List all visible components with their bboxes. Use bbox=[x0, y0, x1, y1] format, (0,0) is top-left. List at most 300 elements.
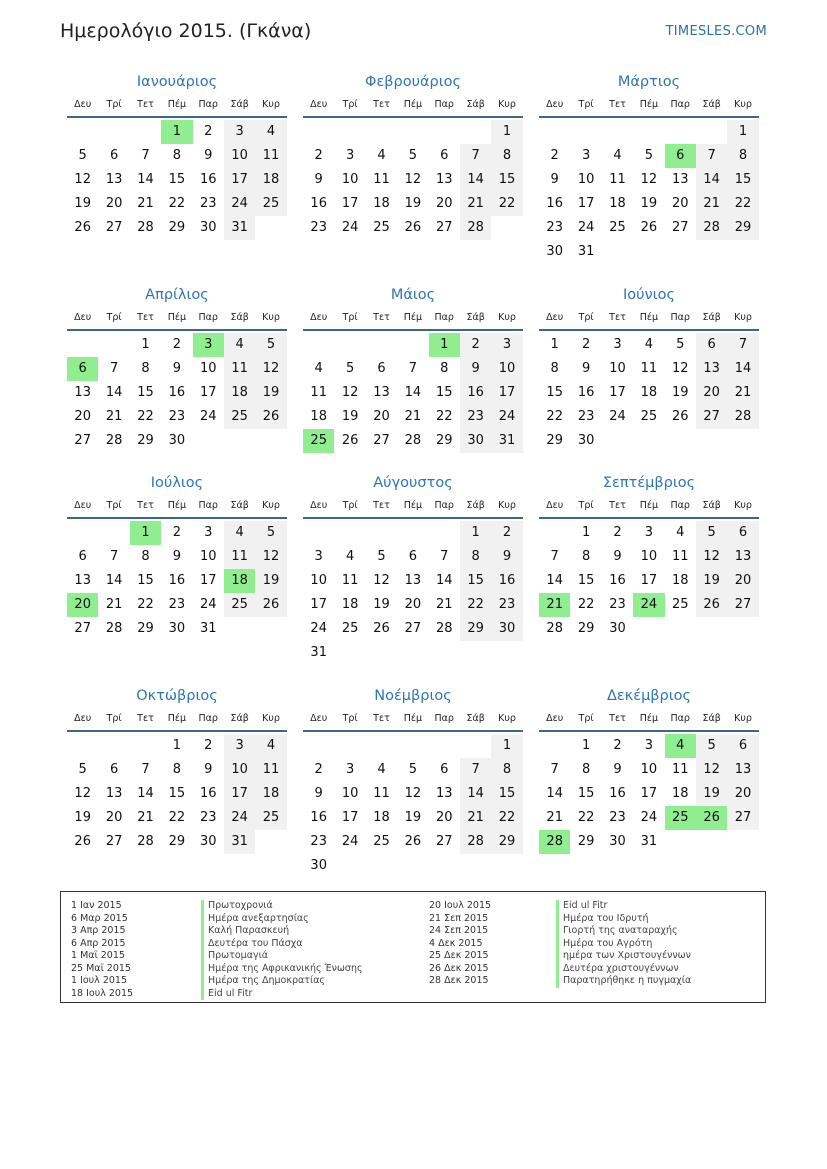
day-cell: 31 bbox=[224, 830, 255, 854]
day-cell: 19 bbox=[255, 381, 286, 405]
weekday-label: Σάβ bbox=[702, 99, 721, 110]
day-cell: 29 bbox=[168, 834, 186, 849]
day-cell: 16 bbox=[546, 196, 563, 211]
day-cell: 7 bbox=[109, 549, 119, 564]
weekday-label: Τρί bbox=[106, 312, 122, 323]
day-cell: 15 bbox=[435, 385, 453, 400]
legend-holiday-name: Δευτέρα χριστουγέννων bbox=[556, 963, 691, 976]
weekday-label: Τετ bbox=[373, 99, 390, 110]
weekday-label: Δευ bbox=[546, 713, 564, 724]
day-cell: 30 bbox=[609, 834, 626, 849]
weekday-header bbox=[67, 495, 287, 519]
weekday-header bbox=[539, 94, 759, 118]
day-cell: 30 bbox=[199, 220, 217, 235]
empty-cell bbox=[696, 120, 727, 144]
day-cell: 4 bbox=[377, 762, 386, 777]
day-cell: 10 bbox=[224, 144, 255, 168]
day-cell: 19 bbox=[373, 597, 390, 612]
day-cell: 24 bbox=[224, 192, 255, 216]
day-cell: 4 bbox=[224, 333, 255, 357]
day-cell: 25 bbox=[373, 834, 390, 849]
legend-holiday-name: Ημέρα του Αγρότη bbox=[556, 938, 691, 951]
day-cell: 15 bbox=[168, 786, 186, 801]
day-cell: 12 bbox=[74, 786, 91, 801]
day-cell: 16 bbox=[310, 196, 327, 211]
day-cell: 8 bbox=[491, 144, 522, 168]
day-cell: 2 bbox=[314, 148, 323, 163]
empty-cell bbox=[67, 521, 98, 545]
day-cell: 21 bbox=[137, 196, 154, 211]
day-cell: 14 bbox=[546, 573, 563, 588]
legend-date: 20 Ιουλ 2015 bbox=[429, 900, 492, 911]
day-cell: 8 bbox=[581, 549, 591, 564]
day-cell: 4 bbox=[224, 521, 255, 545]
day-cell: 1 bbox=[491, 734, 522, 758]
day-cell: 3 bbox=[314, 549, 323, 564]
empty-cell bbox=[460, 734, 491, 758]
day-cell: 4 bbox=[676, 525, 685, 540]
legend-holiday-name: Ημέρα ανεξαρτησίας bbox=[201, 913, 363, 926]
day-cell: 18 bbox=[671, 786, 689, 801]
weekday-label: Σάβ bbox=[702, 713, 721, 724]
day-cell: 30 bbox=[546, 244, 563, 259]
day-cell: 25 bbox=[224, 405, 255, 429]
day-cell: 21 bbox=[105, 409, 123, 424]
day-cell: 18 bbox=[255, 168, 286, 192]
day-cell: 16 bbox=[199, 172, 217, 187]
day-cell: 20 bbox=[74, 409, 91, 424]
day-cell: 2 bbox=[172, 337, 181, 352]
day-cell: 3 bbox=[345, 148, 355, 163]
day-cell: 8 bbox=[581, 762, 591, 777]
weekday-label: Πέμ bbox=[403, 500, 423, 511]
day-cell: 10 bbox=[491, 357, 522, 381]
brand-link[interactable]: TIMESLES.COM bbox=[665, 24, 767, 39]
day-cell: 14 bbox=[137, 786, 154, 801]
day-cell: 26 bbox=[671, 409, 689, 424]
legend-names-col-1 bbox=[201, 900, 363, 1000]
weekday-label: Κυρ bbox=[262, 500, 280, 511]
empty-cell bbox=[334, 120, 365, 144]
weekday-label: Πέμ bbox=[167, 99, 187, 110]
day-cell: 22 bbox=[491, 806, 522, 830]
weekday-label: Πέμ bbox=[167, 713, 187, 724]
day-cell: 12 bbox=[696, 758, 727, 782]
day-cell: 24 bbox=[577, 220, 595, 235]
day-cell: 23 bbox=[577, 409, 595, 424]
day-cell: 1 bbox=[141, 337, 150, 352]
day-cell: 5 bbox=[408, 148, 417, 163]
day-cell: 27 bbox=[74, 621, 91, 636]
legend-holiday-name: Πρωτοχρονιά bbox=[201, 900, 363, 913]
weekday-label: Πέμ bbox=[639, 500, 659, 511]
day-cell: 23 bbox=[199, 810, 217, 825]
weekday-label: Σάβ bbox=[230, 312, 249, 323]
day-cell: 13 bbox=[435, 786, 453, 801]
day-cell: 6 bbox=[377, 361, 386, 376]
day-cell: 20 bbox=[435, 196, 453, 211]
day-cell: 7 bbox=[460, 758, 491, 782]
day-cell: 2 bbox=[460, 333, 491, 357]
month-name: Ιανουάριος bbox=[136, 74, 218, 90]
day-cell: 22 bbox=[577, 597, 595, 612]
legend-date: 25 Μαϊ 2015 bbox=[71, 962, 131, 974]
day-cell: 31 bbox=[224, 216, 255, 240]
day-cell: 30 bbox=[460, 429, 491, 453]
day-cell: 19 bbox=[404, 810, 422, 825]
day-cell: 16 bbox=[491, 569, 522, 593]
day-cell: 1 bbox=[550, 337, 559, 352]
day-cell: 19 bbox=[404, 196, 422, 211]
legend-holiday-name: ημέρα των Χριστουγέννων bbox=[556, 950, 691, 963]
day-cell: 9 bbox=[314, 786, 323, 801]
day-cell: 2 bbox=[204, 124, 213, 139]
weekday-label: Τρί bbox=[578, 99, 594, 110]
day-cell: 1 bbox=[727, 120, 758, 144]
day-cell: 25 bbox=[609, 220, 626, 235]
day-cell: 5 bbox=[255, 521, 286, 545]
weekday-label: Τρί bbox=[578, 312, 594, 323]
day-cell: 22 bbox=[168, 810, 186, 825]
day-cell: 4 bbox=[314, 361, 323, 376]
day-cell: 7 bbox=[408, 361, 417, 376]
empty-cell bbox=[429, 734, 460, 758]
day-grid bbox=[539, 521, 759, 641]
month-block bbox=[67, 70, 287, 240]
day-cell: 11 bbox=[640, 361, 658, 376]
day-cell: 22 bbox=[727, 192, 758, 216]
day-cell: 4 bbox=[345, 549, 355, 564]
day-cell: 28 bbox=[460, 830, 491, 854]
day-cell: 9 bbox=[172, 361, 181, 376]
day-cell: 6 bbox=[440, 762, 449, 777]
day-cell: 12 bbox=[404, 172, 422, 187]
month-block bbox=[303, 471, 523, 665]
month-block bbox=[67, 684, 287, 854]
day-cell: 27 bbox=[696, 405, 727, 429]
day-cell: 9 bbox=[460, 357, 491, 381]
empty-cell bbox=[539, 120, 570, 144]
day-cell: 5 bbox=[676, 337, 685, 352]
day-cell: 12 bbox=[255, 357, 286, 381]
day-cell: 3 bbox=[644, 738, 653, 753]
month-block bbox=[303, 684, 523, 878]
day-cell: 23 bbox=[310, 220, 327, 235]
day-cell: 23 bbox=[168, 597, 186, 612]
weekday-header bbox=[67, 708, 287, 732]
day-cell: 3 bbox=[644, 525, 653, 540]
day-cell: 18 bbox=[373, 196, 390, 211]
month-name: Οκτώβριος bbox=[136, 688, 218, 704]
day-cell: 12 bbox=[255, 545, 286, 569]
weekday-label: Τρί bbox=[578, 500, 594, 511]
day-cell: 18 bbox=[255, 782, 286, 806]
day-cell: 30 bbox=[577, 433, 595, 448]
weekday-label: Παρ bbox=[198, 312, 218, 323]
empty-cell bbox=[334, 521, 365, 545]
day-cell: 8 bbox=[141, 361, 150, 376]
day-cell: 16 bbox=[168, 385, 186, 400]
day-cell: 29 bbox=[577, 834, 595, 849]
day-cell: 27 bbox=[373, 433, 390, 448]
weekday-label: Τρί bbox=[342, 713, 358, 724]
empty-cell bbox=[429, 120, 460, 144]
day-cell: 11 bbox=[373, 172, 390, 187]
day-cell: 19 bbox=[74, 810, 91, 825]
day-cell: 17 bbox=[640, 786, 658, 801]
day-cell: 28 bbox=[696, 216, 727, 240]
day-cell: 23 bbox=[609, 597, 626, 612]
day-cell: 20 bbox=[105, 196, 123, 211]
day-cell: 23 bbox=[460, 405, 491, 429]
day-cell: 13 bbox=[696, 357, 727, 381]
day-cell: 13 bbox=[105, 172, 123, 187]
day-cell: 28 bbox=[137, 834, 154, 849]
weekday-header bbox=[303, 708, 523, 732]
day-cell: 10 bbox=[310, 573, 327, 588]
empty-cell bbox=[303, 120, 334, 144]
day-cell: 3 bbox=[491, 333, 522, 357]
day-cell: 10 bbox=[577, 172, 595, 187]
legend-holiday-name: Ημέρα της Αφρικανικής Ένωσης bbox=[201, 963, 363, 976]
weekday-header bbox=[303, 307, 523, 331]
empty-cell bbox=[539, 521, 570, 545]
day-cell: 26 bbox=[255, 405, 286, 429]
day-cell: 28 bbox=[435, 621, 453, 636]
day-grid bbox=[303, 521, 523, 665]
legend-holiday-name: Eid ul Fitr bbox=[556, 900, 691, 913]
day-cell: 29 bbox=[460, 617, 491, 641]
weekday-label: Κυρ bbox=[498, 500, 516, 511]
day-cell: 19 bbox=[74, 196, 91, 211]
month-name: Φεβρουάριος bbox=[364, 74, 462, 90]
weekday-label: Τετ bbox=[373, 500, 390, 511]
weekday-label: Τρί bbox=[106, 99, 122, 110]
day-cell: 6 bbox=[696, 333, 727, 357]
legend-holiday-name: Καλή Παρασκευή bbox=[201, 925, 363, 938]
day-cell: 8 bbox=[491, 758, 522, 782]
holiday-day-cell: 28 bbox=[539, 830, 570, 854]
weekday-label: Τρί bbox=[106, 500, 122, 511]
legend-holiday-name: Πρωτομαγιά bbox=[201, 950, 363, 963]
month-name: Απρίλιος bbox=[145, 287, 209, 303]
day-cell: 14 bbox=[404, 385, 422, 400]
day-cell: 13 bbox=[435, 172, 453, 187]
weekday-label: Παρ bbox=[434, 713, 454, 724]
day-cell: 11 bbox=[224, 357, 255, 381]
empty-cell bbox=[98, 120, 129, 144]
weekday-label: Κυρ bbox=[262, 312, 280, 323]
day-cell: 17 bbox=[341, 196, 359, 211]
holiday-day-cell: 4 bbox=[665, 734, 696, 758]
empty-cell bbox=[397, 333, 428, 357]
day-cell: 4 bbox=[255, 734, 286, 758]
holiday-day-cell: 1 bbox=[429, 333, 460, 357]
day-cell: 12 bbox=[373, 573, 390, 588]
day-cell: 17 bbox=[577, 196, 595, 211]
weekday-label: Πέμ bbox=[403, 713, 423, 724]
weekday-label: Παρ bbox=[670, 312, 690, 323]
day-cell: 13 bbox=[404, 573, 422, 588]
weekday-label: Σάβ bbox=[466, 713, 485, 724]
day-cell: 9 bbox=[314, 172, 323, 187]
day-cell: 7 bbox=[440, 549, 449, 564]
legend-date: 4 Δεκ 2015 bbox=[429, 937, 483, 949]
day-cell: 8 bbox=[440, 361, 449, 376]
empty-cell bbox=[366, 521, 397, 545]
empty-cell bbox=[665, 120, 696, 144]
day-cell: 16 bbox=[310, 810, 327, 825]
legend-date: 1 Μαϊ 2015 bbox=[71, 950, 125, 961]
day-cell: 9 bbox=[172, 549, 181, 564]
weekday-label: Σάβ bbox=[702, 500, 721, 511]
day-cell: 20 bbox=[727, 569, 758, 593]
weekday-label: Παρ bbox=[434, 99, 454, 110]
day-cell: 7 bbox=[550, 549, 559, 564]
weekday-label: Τρί bbox=[342, 312, 358, 323]
weekday-label: Παρ bbox=[198, 500, 218, 511]
empty-cell bbox=[67, 120, 98, 144]
day-cell: 9 bbox=[204, 148, 213, 163]
day-cell: 22 bbox=[491, 192, 522, 216]
weekday-label: Δευ bbox=[74, 99, 92, 110]
day-cell: 3 bbox=[613, 337, 622, 352]
day-cell: 25 bbox=[640, 409, 658, 424]
legend-holiday-name: Παρατηρήθηκε η πυγμαχία bbox=[556, 975, 691, 988]
holiday-day-cell: 24 bbox=[633, 593, 664, 617]
day-cell: 25 bbox=[255, 192, 286, 216]
day-cell: 11 bbox=[671, 762, 689, 777]
day-cell: 27 bbox=[435, 220, 453, 235]
empty-cell bbox=[303, 333, 334, 357]
day-cell: 16 bbox=[460, 381, 491, 405]
day-cell: 6 bbox=[109, 148, 119, 163]
day-cell: 3 bbox=[224, 734, 255, 758]
day-cell: 29 bbox=[577, 621, 595, 636]
weekday-header bbox=[539, 708, 759, 732]
day-cell: 5 bbox=[696, 521, 727, 545]
day-cell: 30 bbox=[199, 834, 217, 849]
empty-cell bbox=[67, 333, 98, 357]
day-cell: 26 bbox=[255, 593, 286, 617]
day-cell: 7 bbox=[141, 148, 150, 163]
legend-names-col-2 bbox=[556, 900, 691, 988]
day-cell: 12 bbox=[341, 385, 359, 400]
legend-date: 21 Σεπ 2015 bbox=[429, 912, 489, 924]
day-cell: 29 bbox=[546, 433, 563, 448]
day-cell: 28 bbox=[105, 433, 123, 448]
day-cell: 2 bbox=[204, 738, 213, 753]
day-cell: 7 bbox=[109, 361, 119, 376]
day-cell: 5 bbox=[78, 762, 87, 777]
day-cell: 26 bbox=[640, 220, 658, 235]
day-cell: 15 bbox=[137, 573, 154, 588]
weekday-label: Δευ bbox=[74, 312, 92, 323]
day-cell: 17 bbox=[609, 385, 626, 400]
weekday-label: Κυρ bbox=[262, 713, 280, 724]
day-grid bbox=[303, 120, 523, 240]
day-cell: 10 bbox=[341, 786, 359, 801]
day-cell: 24 bbox=[224, 806, 255, 830]
legend-date: 25 Δεκ 2015 bbox=[429, 950, 489, 961]
day-cell: 16 bbox=[609, 573, 626, 588]
legend-holiday-name: Δευτέρα του Πάσχα bbox=[201, 938, 363, 951]
weekday-label: Κυρ bbox=[734, 500, 752, 511]
weekday-label: Τετ bbox=[137, 99, 154, 110]
weekday-label: Πέμ bbox=[167, 312, 187, 323]
empty-cell bbox=[334, 734, 365, 758]
legend-date: 6 Μαρ 2015 bbox=[71, 912, 128, 924]
day-cell: 21 bbox=[460, 192, 491, 216]
day-cell: 28 bbox=[727, 405, 758, 429]
day-cell: 4 bbox=[255, 120, 286, 144]
day-cell: 15 bbox=[577, 786, 595, 801]
day-cell: 19 bbox=[696, 782, 727, 806]
day-cell: 3 bbox=[224, 120, 255, 144]
day-cell: 29 bbox=[137, 433, 154, 448]
day-cell: 17 bbox=[199, 385, 217, 400]
day-cell: 18 bbox=[671, 573, 689, 588]
day-cell: 21 bbox=[435, 597, 453, 612]
day-cell: 18 bbox=[640, 385, 658, 400]
day-cell: 24 bbox=[199, 597, 217, 612]
holiday-day-cell: 1 bbox=[161, 120, 192, 144]
day-cell: 21 bbox=[696, 192, 727, 216]
day-cell: 10 bbox=[640, 762, 658, 777]
empty-cell bbox=[303, 521, 334, 545]
legend-dates-col-2 bbox=[429, 900, 491, 988]
day-cell: 25 bbox=[373, 220, 390, 235]
month-name: Μάρτιος bbox=[617, 74, 681, 90]
weekday-label: Κυρ bbox=[498, 713, 516, 724]
day-cell: 24 bbox=[310, 621, 327, 636]
weekday-label: Κυρ bbox=[734, 713, 752, 724]
day-cell: 13 bbox=[74, 385, 91, 400]
day-cell: 13 bbox=[727, 758, 758, 782]
empty-cell bbox=[366, 333, 397, 357]
day-cell: 27 bbox=[727, 593, 758, 617]
day-cell: 3 bbox=[345, 762, 355, 777]
weekday-label: Παρ bbox=[670, 99, 690, 110]
day-cell: 31 bbox=[491, 429, 522, 453]
weekday-label: Δευ bbox=[310, 713, 328, 724]
empty-cell bbox=[130, 734, 161, 758]
day-cell: 14 bbox=[696, 168, 727, 192]
day-cell: 23 bbox=[609, 810, 626, 825]
day-cell: 15 bbox=[577, 573, 595, 588]
day-cell: 21 bbox=[460, 806, 491, 830]
day-cell: 11 bbox=[310, 385, 327, 400]
day-cell: 30 bbox=[310, 858, 327, 873]
day-cell: 15 bbox=[460, 569, 491, 593]
weekday-label: Παρ bbox=[198, 713, 218, 724]
legend-date: 1 Ιουλ 2015 bbox=[71, 975, 127, 986]
day-cell: 29 bbox=[168, 220, 186, 235]
day-grid bbox=[539, 734, 759, 854]
page-title: Ημερολόγιο 2015. (Γκάνα) bbox=[60, 20, 312, 42]
day-cell: 21 bbox=[404, 409, 422, 424]
day-cell: 11 bbox=[341, 573, 359, 588]
day-cell: 27 bbox=[105, 220, 123, 235]
empty-cell bbox=[602, 120, 633, 144]
day-cell: 24 bbox=[341, 834, 359, 849]
month-block bbox=[539, 283, 759, 453]
day-cell: 12 bbox=[640, 172, 658, 187]
legend-holiday-name: Ημέρα της Δημοκρατίας bbox=[201, 975, 363, 988]
weekday-label: Κυρ bbox=[734, 99, 752, 110]
day-cell: 23 bbox=[168, 409, 186, 424]
day-cell: 7 bbox=[696, 144, 727, 168]
